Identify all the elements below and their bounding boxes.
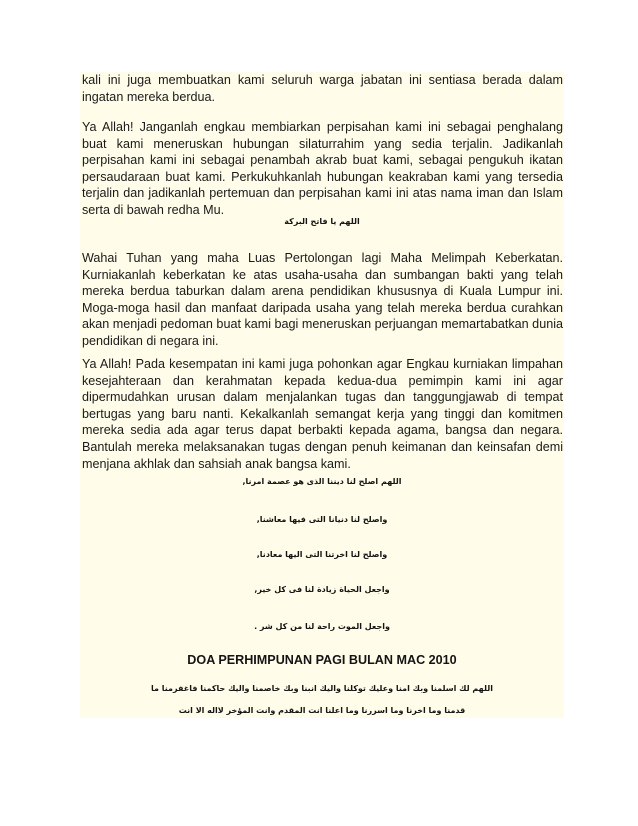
arabic-heading: اللهم يا فاتح البركة [284, 217, 360, 226]
arabic-verse-1: اللهم اصلح لنا ديننا الذى هو عصمة امرنا, [242, 477, 402, 486]
arabic-verse-3: واصلح لنا اخرتنا التى اليها معادنا, [256, 550, 388, 559]
paragraph-4: Ya Allah! Pada kesempatan ini kami juga pohonkan agar Engkau kurniakan limpahan kesejahteraan dan kerahmatan kepada kedua-dua pemimpin kami ini agar dipermudahkan urusan dalam menjalankan tugas dan tanggungjawab di tempat bertugas yang baru nanti. Kekalkanlah semangat kerja yang tinggi dan komitmen mereka sedia ada agar terus dapat berbakti kepada agama, bangsa dan negara. Bantulah mereka melaksanakan tugas dengan penuh keimanan dan keinsafan demi menjana akhlak dan sahsiah anak bangsa kami. [82, 357, 563, 471]
paragraph-1: kali ini juga membuatkan kami seluruh warga jabatan ini sentiasa berada dalam ingatan mereka berdua. [82, 73, 563, 104]
paragraph-2: Ya Allah! Janganlah engkau membiarkan perpisahan kami ini sebagai penghalang buat kami meneruskan hubungan silaturrahim yang sedia terjalin. Jadikanlah perpisahan kami ini sebagai penambah akrab buat kami, sebagai pengukuh ikatan persaudaraan buat kami. Perkukuhkanlah hubungan keakraban kami yang tersedia terjalin dan jadikanlah pertemuan dan perpisahan kami ini atas nama iman dan Islam serta di bawah redha Mu. [82, 120, 563, 217]
document-content [80, 72, 564, 718]
arabic-verse-4: واجعل الحياة زيادة لنا فى كل خير, [254, 585, 390, 594]
arabic-verse-5: واجعل الموت راحة لنا من كل شر . [254, 622, 390, 631]
arabic-closing-line-1: اللهم لك اسلمنا وبك امنا وعليك توكلنا واليك انبنا وبك خاصمنا واليك حاكمنا فاغفرمنا ما [151, 684, 493, 693]
arabic-closing-line-2: قدمنا وما اخرنا وما اسررنا وما اعلنا انت المقدم وانت المؤخر لااله الا انت [178, 706, 466, 715]
paragraph-3: Wahai Tuhan yang maha Luas Pertolongan lagi Maha Melimpah Keberkatan. Kurniakanlah keberkatan ke atas usaha-usaha dan sumbangan bakti yang telah mereka berdua taburkan dalam arena pendidikan khususnya di Kuala Lumpur ini. Moga-moga hasil dan manfaat daripada usaha yang telah mereka berdua curahkan akan menjadi pedoman buat kami bagi meneruskan perjuangan memartabatkan dunia pendidikan di negara ini. [82, 251, 563, 348]
doa-title: DOA PERHIMPUNAN PAGI BULAN MAC 2010 [187, 653, 457, 667]
arabic-verse-2: واصلح لنا دنيانا التى فيها معاشنا, [256, 515, 388, 524]
